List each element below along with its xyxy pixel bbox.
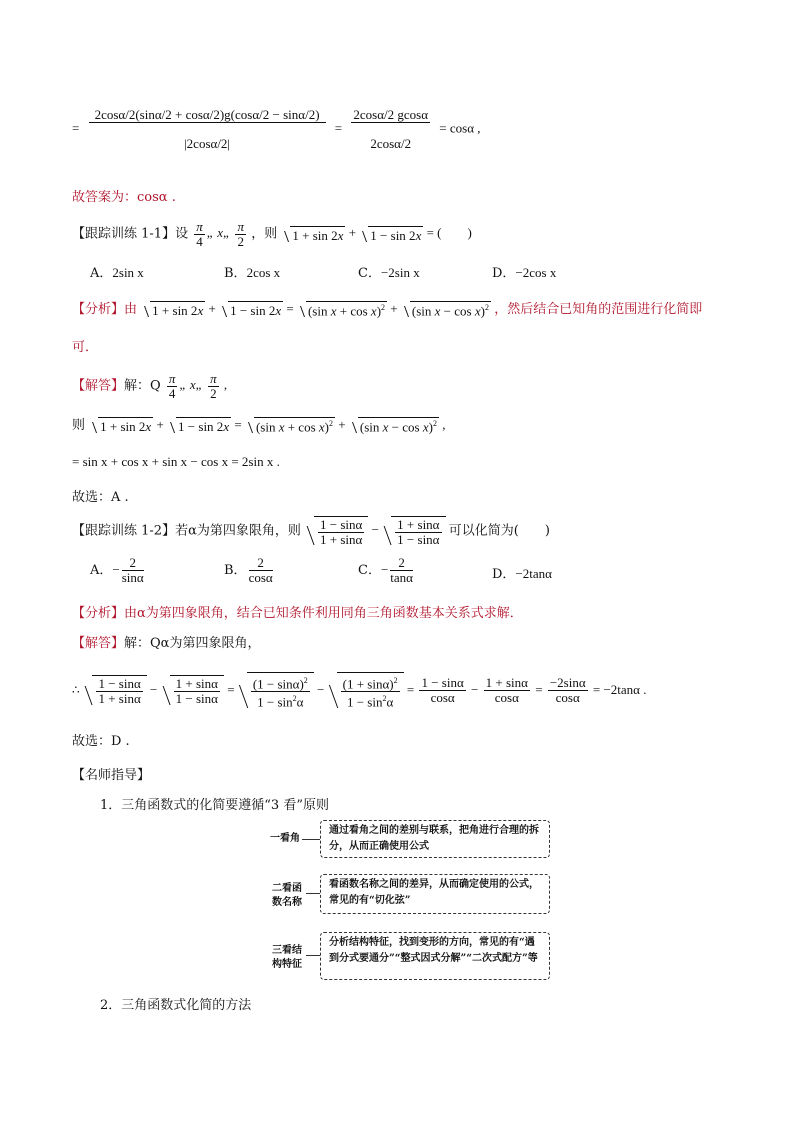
training-1-1-stem: 【跟踪训练 1-1】设 $\frac{\pi}{4}$ „ x„ $\frac{\pi}{2}$ ，则 1 + sin 2x + 1 − sin 2x = ( ) bbox=[72, 219, 472, 249]
solution-1-1: 【解答】解：Q $\frac{\pi}{4}$ „ x„ $\frac{\pi}{2}$ , bbox=[72, 371, 228, 401]
derivation-lhs-fraction: $\frac{2\cos\alpha/2(\sin\alpha/2 + \cos\alpha/2)g(\cos\alpha/2 - \sin\alpha/2)}{|2\cos\alpha/2|}$ bbox=[89, 108, 326, 151]
guide-item-1: 1．三角函数式的化简要遵循“3 看”原则 bbox=[100, 798, 329, 813]
diagram-box-angle: 通过看角之间的差别与联系，把角进行合理的拆分，从而正确使用公式 bbox=[320, 820, 550, 858]
solution-1-1-step: 则 1 + sin 2x + 1 − sin 2x = (sin x + cos x)$^2$ + (sin x − cos x)$^2$ , bbox=[72, 417, 446, 435]
analysis-1-2: 【分析】由α为第四象限角，结合已知条件利用同角三角函数基本关系式求解． bbox=[72, 606, 523, 621]
training-label: 【跟踪训练 1-1】 bbox=[72, 226, 176, 242]
diagram-label-angle: 一看角 bbox=[270, 833, 300, 844]
choice-1-2-a[interactable]: A．− $\frac{2}{\sin\alpha}$ bbox=[90, 555, 144, 585]
diagram-label-structure: 三看结构特征 bbox=[272, 945, 302, 970]
derivation-rhs-fraction: $\frac{2\cos\alpha/2 gcos\alpha}{2\cos\alpha/2}$ bbox=[353, 107, 429, 151]
choice-1-2-c[interactable]: C．− $\frac{2}{\tan\alpha}$ bbox=[358, 555, 413, 585]
training-1-2-stem: 【跟踪训练 1-2】若α为第四象限角，则 $\frac{1 - \sin\alpha}{1 + \sin\alpha}$ − $\frac{1 + \sin\alpha}{1 - \sin\alpha}$ 可以化简为( ) bbox=[72, 517, 550, 547]
guide-title: 【名师指导】 bbox=[72, 768, 151, 783]
choice-1-2-d[interactable]: D．−2tanα bbox=[492, 566, 552, 582]
diagram-box-structure: 分析结构特征，找到变形的方向，常见的有“遇到分式要通分”“整式因式分解”“二次式配方”等 bbox=[320, 932, 550, 980]
choose-1-2: 故选：D . bbox=[72, 734, 130, 749]
diagram-connector bbox=[302, 839, 320, 840]
choice-a[interactable]: A．2sin x bbox=[90, 265, 144, 281]
diagram-connector bbox=[306, 955, 320, 956]
solution-1-1-result: = sin x + cos x + sin x − cos x = 2sin x . bbox=[72, 454, 280, 469]
choice-c[interactable]: C．−2sin x bbox=[358, 265, 420, 281]
diagram-connector bbox=[306, 893, 320, 894]
answer-line-1: 故答案为：cosα . bbox=[72, 190, 176, 205]
solution-1-2-derivation: ∴ $\frac{1 - \sin\alpha}{1 + \sin\alpha}$ − $\frac{1 + \sin\alpha}{1 - \sin\alpha}$ = $\frac{(1 - \sin\alpha)^2}{1 - \sin^2\alpha}$ − $\frac{(1 + \sin\alpha)^2}{1 - \sin^2\alpha}$ = $\frac{1 - \sin\alpha}{\cos\alpha}$ − $\frac{1 + \sin\alpha}{\cos\alpha}$ = $\frac{-2\sin\alpha}{\cos\alpha}$ = −2tanα . bbox=[72, 672, 647, 710]
choice-d[interactable]: D．−2cos x bbox=[492, 265, 557, 281]
derivation-line: = $\frac{2\cos\alpha/2(\sin\alpha/2 + \cos\alpha/2)g(\cos\alpha/2 - \sin\alpha/2)}{|2\cos\alpha/2|}$ = $\frac{2\cos\alpha/2 gcos\alpha}{2\cos\alpha/2}$ = cosα , bbox=[72, 107, 481, 151]
analysis-1-1-line2: 可． bbox=[72, 340, 99, 355]
diagram-box-function: 看函数名称之间的差异，从而确定使用的公式，常见的有“切化弦” bbox=[320, 874, 550, 914]
choice-1-2-b[interactable]: B． $\frac{2}{\cos\alpha}$ bbox=[224, 555, 273, 585]
guide-item-2: 2．三角函数式化简的方法 bbox=[100, 998, 252, 1013]
diagram-label-function: 二看函数名称 bbox=[272, 883, 302, 908]
choose-1-1: 故选：A . bbox=[72, 490, 129, 505]
analysis-1-1: 【分析】由 1 + sin 2x + 1 − sin 2x = (sin x + cos x)$^2$ + (sin x − cos x)$^2$ ，然后结合已知角的范围进行化简即 bbox=[72, 301, 703, 319]
solution-1-2: 【解答】解：Qα为第四象限角， bbox=[72, 636, 261, 651]
choice-b[interactable]: B．2cos x bbox=[224, 265, 281, 281]
